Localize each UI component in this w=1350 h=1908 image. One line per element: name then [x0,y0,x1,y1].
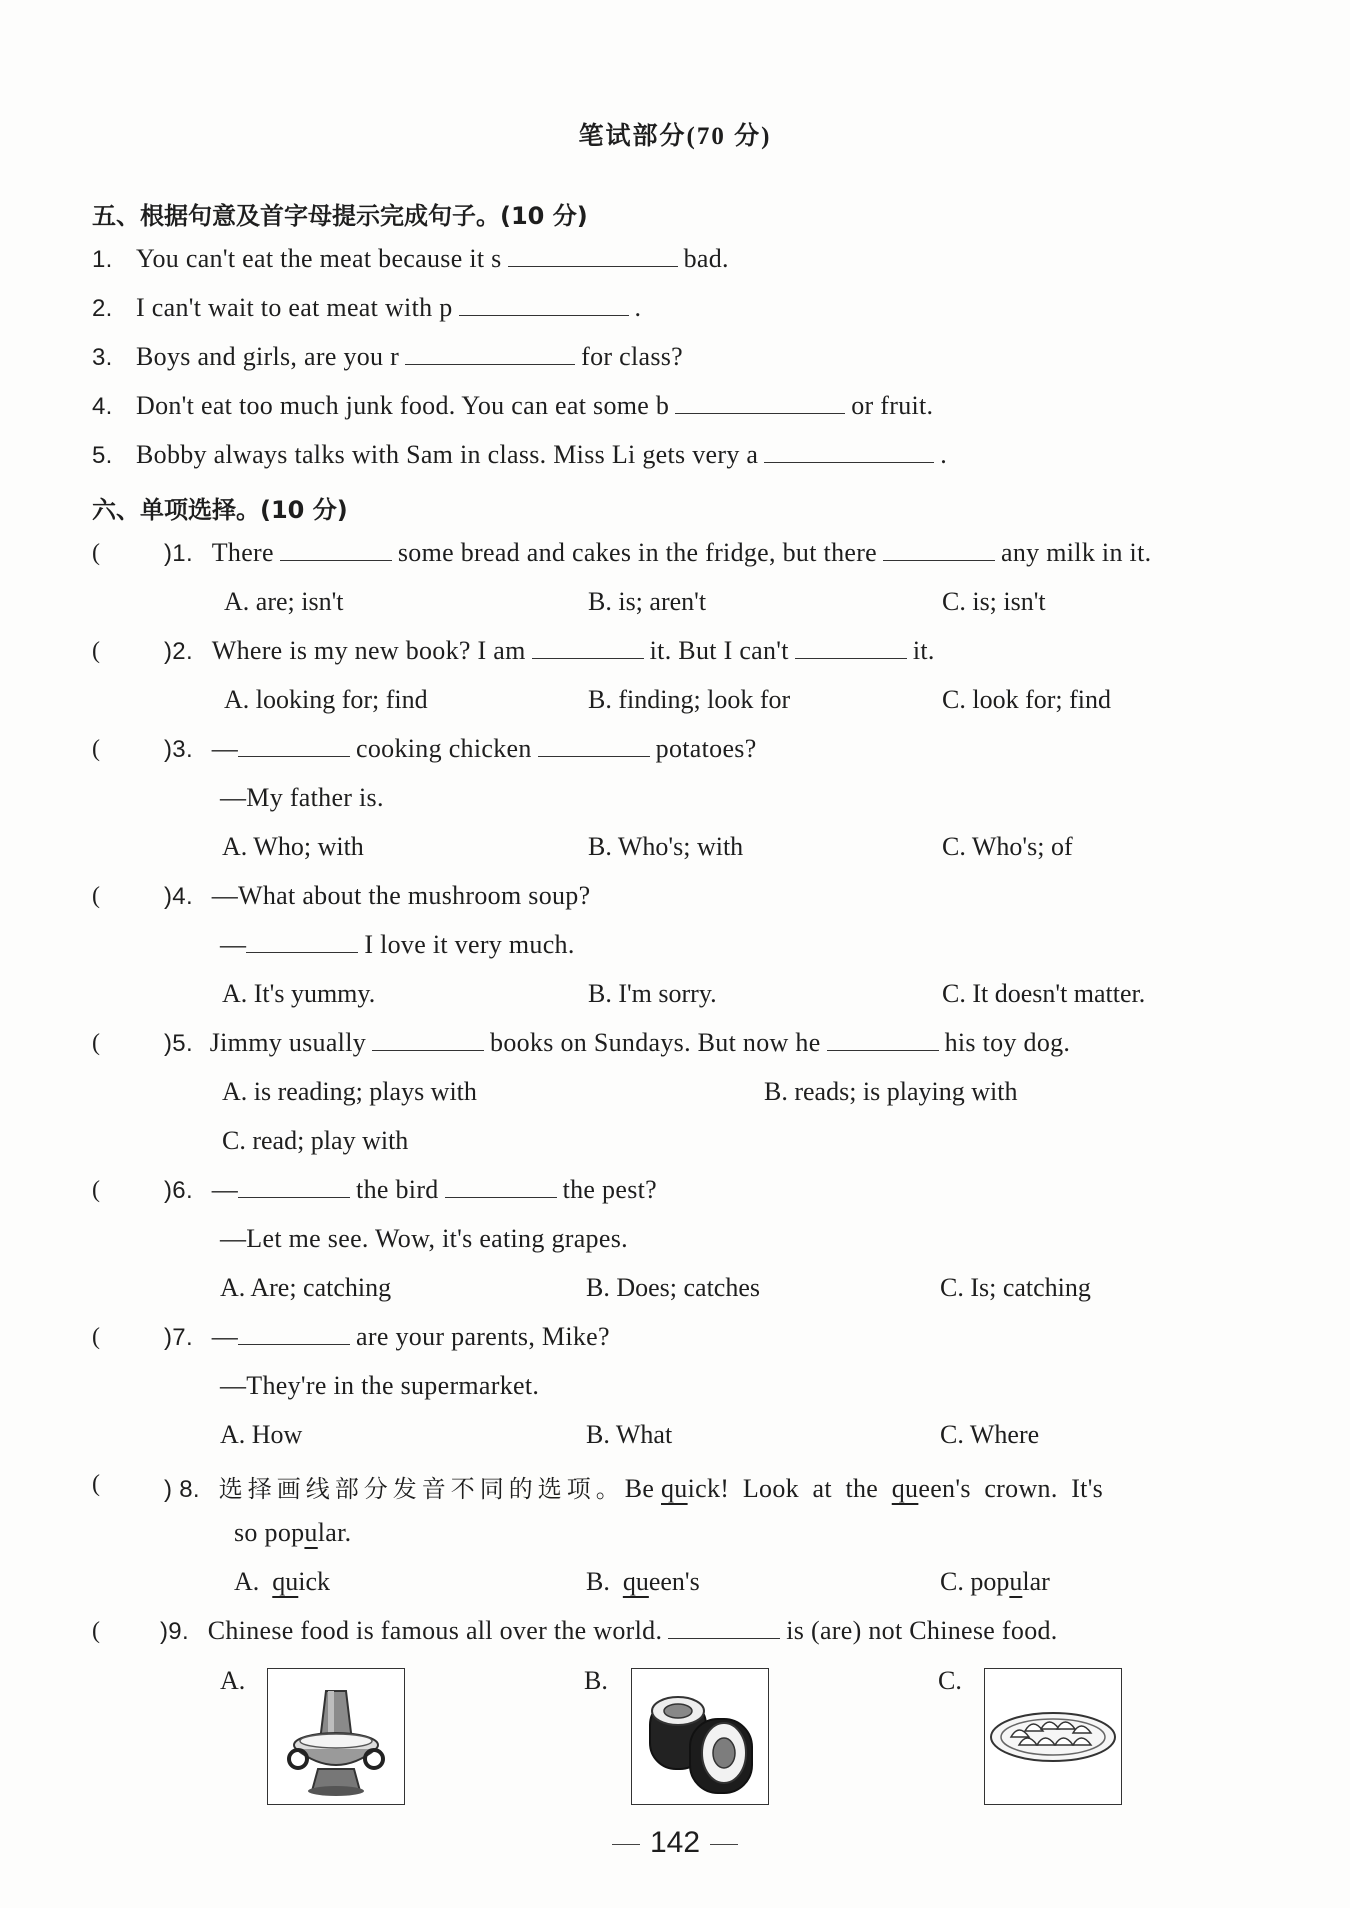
stem-text: — [211,1175,239,1204]
answer-paren[interactable]: ( [92,883,100,909]
stem-text: Chinese food is famous all over the world. [207,1616,663,1645]
underlined-letters: qu [622,1567,649,1596]
q5-option-a[interactable]: A. is reading; plays with [222,1077,477,1106]
stem-text: een's crown. It's [918,1474,1104,1503]
q6-option-b[interactable]: B. Does; catches [586,1273,761,1302]
stem-text: I love it very much. [364,930,575,959]
q3-response: —My father is. [220,783,384,812]
stem-text: There [211,538,274,567]
underlined-letters: u [1009,1567,1023,1596]
stem-text: — [211,734,239,763]
dumplings-icon [985,1669,1121,1804]
q7-response: —They're in the supermarket. [220,1371,540,1400]
q6-option-c[interactable]: C. Is; catching [940,1273,1091,1302]
q4-option-a[interactable]: A. It's yummy. [222,979,376,1008]
answer-blank[interactable] [764,440,934,463]
q4-option-c[interactable]: C. It doesn't matter. [942,979,1146,1008]
dash-right [710,1844,738,1845]
q2-option-c[interactable]: C. look for; find [942,685,1111,714]
question-number: )3. [164,736,193,763]
answer-blank[interactable] [238,734,350,757]
item-text: Boys and girls, are you r [136,342,400,371]
answer-paren[interactable]: ( [92,638,100,664]
s5-item-4 [92,391,933,421]
stem-text: — [220,930,247,959]
q2-option-a[interactable]: A. looking for; find [224,685,428,714]
stem-text: Where is my new book? I am [211,636,526,665]
answer-paren[interactable]: ( [92,1618,100,1644]
question-number: )1. [164,540,193,567]
s5-item-5 [92,440,947,470]
q9-option-a-label[interactable]: A. [220,1666,246,1695]
stem-text: books on Sundays. But now he [490,1028,821,1057]
item-number: 1. [92,246,113,273]
stem-text: lar. [317,1518,352,1547]
stem-text: so pop [234,1518,305,1547]
option-text: ick [298,1567,331,1596]
section-5-heading: 五、根据句意及首字母提示完成句子。(10 分) [92,202,588,230]
item-text: or fruit. [851,391,934,420]
q5-stem [164,1028,1070,1058]
item-number: 3. [92,344,113,371]
dumplings-image[interactable] [984,1668,1122,1805]
underlined-letters: qu [891,1474,919,1503]
stem-text: some bread and cakes in the fridge, but there [397,538,878,567]
option-text: een's [648,1567,700,1596]
stem-text: the bird [356,1175,439,1204]
hotpot-image[interactable] [267,1668,405,1805]
stem-text: is (are) not Chinese food. [786,1616,1058,1645]
stem-text: —What about the mushroom soup? [211,881,591,910]
answer-paren[interactable]: ( [92,1471,100,1497]
answer-blank[interactable] [238,1322,350,1345]
answer-blank[interactable] [445,1175,557,1198]
answer-blank[interactable] [538,734,650,757]
q4-response [220,930,575,960]
q8-option-a[interactable] [234,1567,330,1597]
item-number: 4. [92,393,113,420]
answer-paren[interactable]: ( [92,1030,100,1056]
q1-option-c[interactable]: C. is; isn't [942,587,1046,616]
question-number: )9. [160,1618,189,1645]
answer-blank[interactable] [883,538,995,561]
answer-blank[interactable] [238,1175,350,1198]
question-number: ) 8. [164,1476,200,1503]
stem-text: potatoes? [655,734,757,763]
answer-blank[interactable] [795,636,907,659]
q6-option-a[interactable]: A. Are; catching [220,1273,392,1302]
q9-option-c-label[interactable]: C. [938,1666,962,1695]
answer-blank[interactable] [508,244,678,267]
q7-option-c[interactable]: C. Where [940,1420,1040,1449]
page-number-text: 142 [649,1826,701,1859]
item-text: You can't eat the meat because it s [136,244,502,273]
q7-option-b[interactable]: B. What [586,1420,673,1449]
sushi-image[interactable] [631,1668,769,1805]
section-6-heading: 六、单项选择。(10 分) [92,496,348,524]
answer-blank[interactable] [405,342,575,365]
answer-paren[interactable]: ( [92,1177,100,1203]
q6-stem [164,1175,657,1205]
answer-blank[interactable] [280,538,392,561]
answer-paren[interactable]: ( [92,736,100,762]
answer-blank[interactable] [372,1028,484,1051]
q3-stem [164,734,757,764]
underlined-letters: qu [661,1474,688,1503]
q8-option-c[interactable] [940,1567,1050,1597]
option-text: lar [1022,1567,1050,1596]
question-number: )5. [164,1030,193,1057]
q1-option-b[interactable]: B. is; aren't [588,587,707,616]
q3-option-c[interactable]: C. Who's; of [942,832,1073,861]
answer-blank[interactable] [246,930,358,953]
question-number: )7. [164,1324,193,1351]
q8-option-b[interactable] [586,1567,700,1597]
instruction-text: 选择画线部分发音不同的选项。 [218,1475,625,1503]
q1-stem [164,538,1151,568]
q2-option-b[interactable]: B. finding; look for [588,685,791,714]
stem-text: the pest? [562,1175,657,1204]
question-number: )4. [164,883,193,910]
item-text: Don't eat too much junk food. You can eat some b [136,391,670,420]
q6-response: —Let me see. Wow, it's eating grapes. [220,1224,628,1253]
answer-blank[interactable] [668,1616,780,1639]
option-label: B. [586,1567,623,1596]
item-text: Bobby always talks with Sam in class. Miss Li gets very a [136,440,759,469]
answer-blank[interactable] [459,293,629,316]
stem-text: — [211,1322,239,1351]
option-label: A. [234,1567,273,1596]
q7-option-a[interactable]: A. How [220,1420,303,1449]
stem-text: are your parents, Mike? [356,1322,610,1351]
stem-text: Be [624,1474,661,1503]
sushi-icon [632,1669,768,1804]
answer-blank[interactable] [675,391,845,414]
s5-item-1 [92,244,729,274]
q4-option-b[interactable]: B. I'm sorry. [588,979,717,1008]
stem-text: it. [912,636,935,665]
stem-text: his toy dog. [944,1028,1071,1057]
item-text: for class? [581,342,684,371]
item-number: 2. [92,295,113,322]
stem-text: Jimmy usually [209,1028,367,1057]
q9-option-b-label[interactable]: B. [584,1666,608,1695]
q2-stem [164,636,935,666]
s5-item-3 [92,342,683,372]
item-text: . [634,293,642,322]
answer-paren[interactable]: ( [92,540,100,566]
stem-text: it. But I can't [649,636,789,665]
option-label: C. pop [940,1567,1010,1596]
q4-stem [164,881,590,911]
s5-item-2 [92,293,641,323]
q5-option-b[interactable]: B. reads; is playing with [764,1077,1018,1106]
page-title: 笔试部分(70 分) [578,123,772,150]
q5-option-c[interactable]: C. read; play with [222,1126,409,1155]
stem-text: ick! Look at the [687,1474,892,1503]
item-text: . [940,440,948,469]
dash-left [612,1844,640,1845]
q9-stem [160,1616,1058,1646]
question-number: )6. [164,1177,193,1204]
page-number [0,1826,1350,1860]
q8-stem [164,1469,1103,1504]
item-number: 5. [92,442,113,469]
item-text: I can't wait to eat meat with p [136,293,453,322]
question-number: )2. [164,638,193,665]
stem-text: any milk in it. [1001,538,1152,567]
stem-text: cooking chicken [356,734,532,763]
item-text: bad. [683,244,729,273]
underlined-letters: u [304,1518,318,1547]
hotpot-icon [268,1669,404,1804]
q1-option-a[interactable]: A. are; isn't [224,587,344,616]
q3-option-b[interactable]: B. Who's; with [588,832,744,861]
answer-blank[interactable] [532,636,644,659]
answer-paren[interactable]: ( [92,1324,100,1350]
q8-stem-line2 [234,1518,351,1548]
underlined-letters: qu [272,1567,299,1596]
answer-blank[interactable] [827,1028,939,1051]
q7-stem [164,1322,610,1352]
q3-option-a[interactable]: A. Who; with [222,832,364,861]
